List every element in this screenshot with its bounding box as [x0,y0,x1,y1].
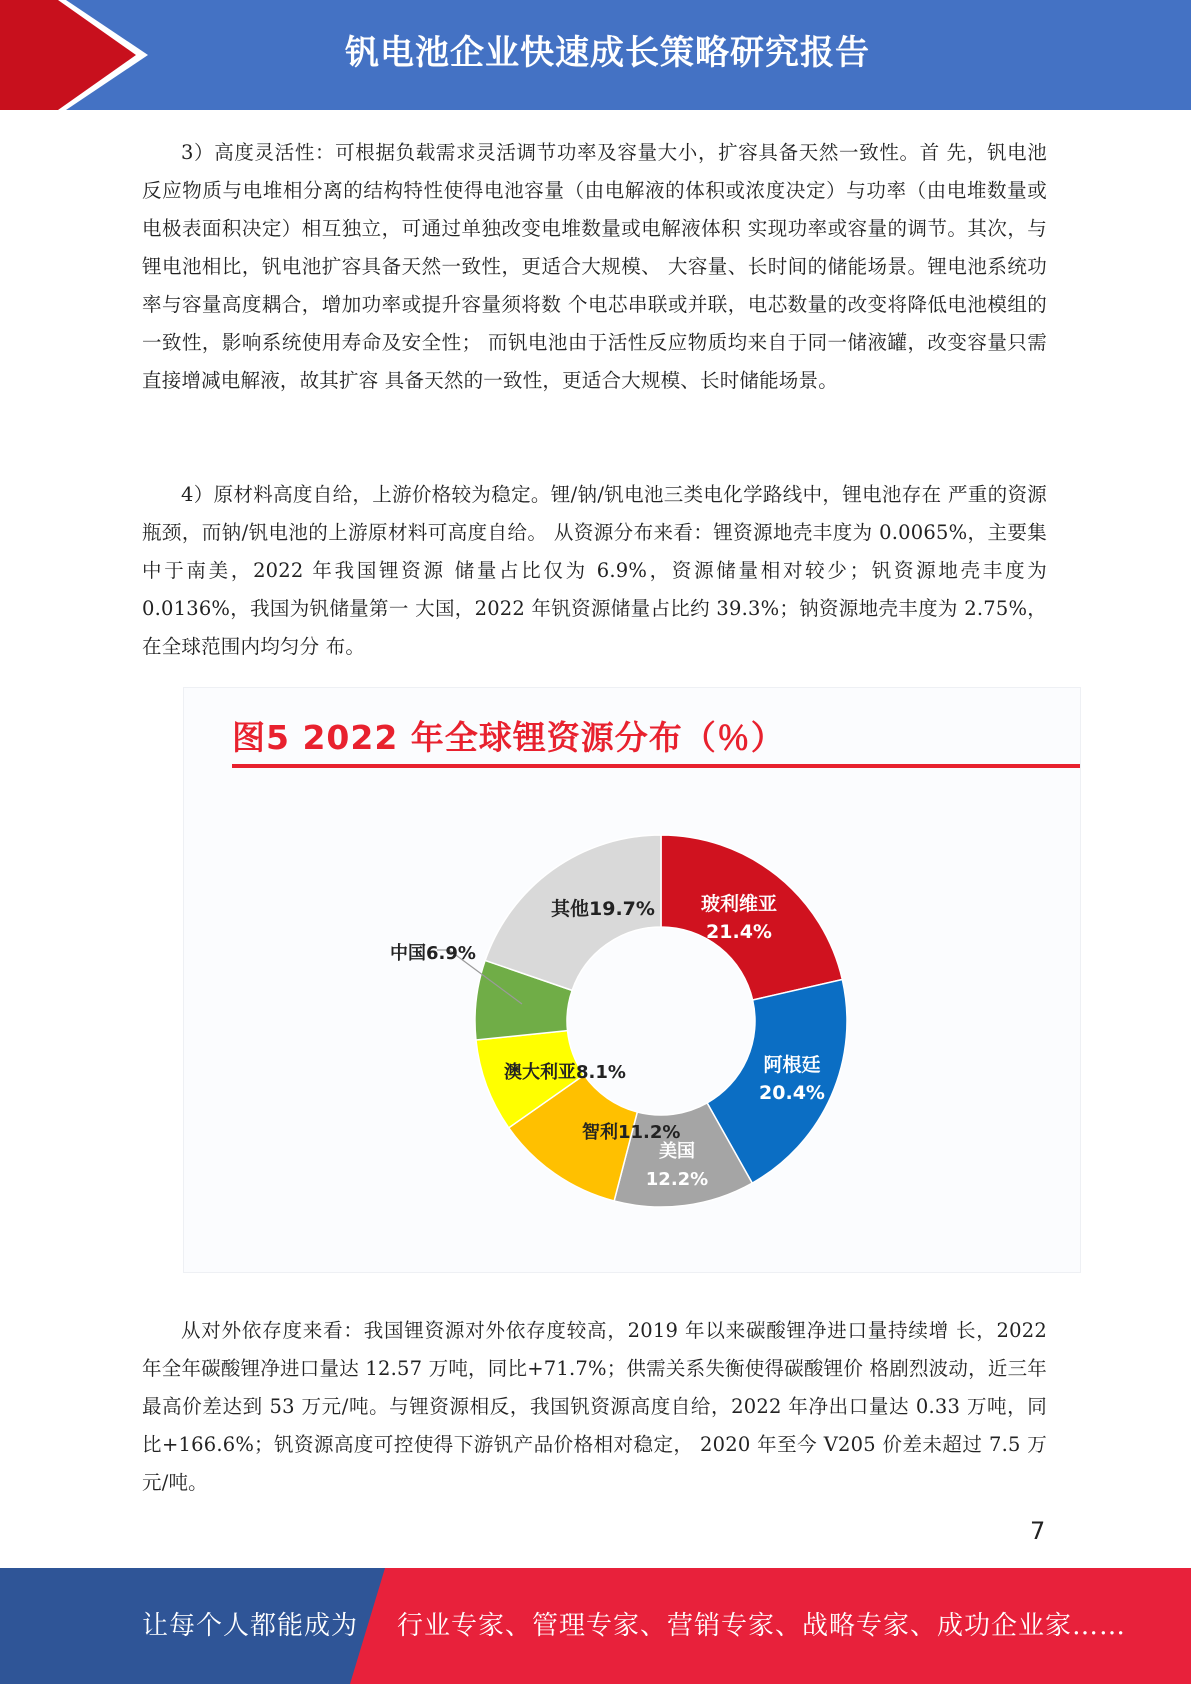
slice-usa-label-name: 美国 [659,1141,695,1162]
paragraph-raw-materials: 4）原材料高度自给，上游价格较为稳定。锂/钠/钒电池三类电化学路线中，锂电池存在 严重的资源瓶颈，而钠/钒电池的上游原材料可高度自给。 从资源分布来看：锂资源地壳丰度为 0.0065%，主要集中于南美，2022 年我国锂资源 储量占比仅为 6.9%，资源储量相对较少；钒资源地壳丰度为 0.0136%，我国为钒储量第一 大国，2022 年钒资源储量占比约 39.3%；钠资源地壳丰度为 2.75%，在全球范围内均匀分 布。 [142,483,1047,658]
chart-title: 图5 2022 年全球锂资源分布（％） [232,718,785,757]
slice-bolivia-label-value: 21.4% [706,921,772,943]
report-title: 钒电池企业快速成长策略研究报告 [345,33,870,73]
slice-chile-label: 智利11.2% [582,1122,681,1143]
paragraph-flexibility: 3）高度灵活性：可根据负载需求灵活调节功率及容量大小，扩容具备天然一致性。首 先，钒电池反应物质与电堆相分离的结构特性使得电池容量（由电解液的体积或浓度决定）与功率（由电堆数量或电极表面积决定）相互独立，可通过单独改变电堆数量或电解液体积 实现功率或容量的调节。其次，与锂电池相比，钒电池扩容具备天然一致性，更适合大规模、 大容量、长时间的储能场景。锂电池系统功率与容量高度耦合，增加功率或提升容量须将数 个电芯串联或并联，电芯数量的改变将降低电池模组的一致性，影响系统使用寿命及安全性； 而钒电池由于活性反应物质均来自于同一储液罐，改变容量只需直接增减电解液，故其扩容 具备天然的一致性，更适合大规模、长时储能场景。 [142,141,1047,392]
figure-lithium-distribution [183,687,1081,1273]
slice-australia-label: 澳大利亚8.1% [504,1062,626,1083]
slice-usa-label-value: 12.2% [645,1169,709,1190]
slice-bolivia [661,835,842,1000]
page-number: 7 [1030,1517,1046,1545]
footer-slogan-right: 行业专家、管理专家、营销专家、战略专家、成功企业家…… [397,1611,1127,1641]
slice-china-label: 中国6.9% [390,943,476,964]
slice-other-label: 其他19.7% [551,898,655,920]
slice-argentina-label-value: 20.4% [759,1082,825,1104]
slice-bolivia-label-name: 玻利维亚 [700,893,778,915]
donut-chart [184,688,1082,1274]
slice-argentina-label-name: 阿根廷 [763,1054,821,1076]
page-header [0,0,1191,110]
page-footer [0,1568,1191,1684]
paragraph-dependence: 从对外依存度来看：我国锂资源对外依存度较高，2019 年以来碳酸锂净进口量持续增 长，2022 年全年碳酸锂净进口量达 12.57 万吨，同比+71.7%；供需关系失衡使得碳酸锂价 格剧烈波动，近三年最高价差达到 53 万元/吨。与锂资源相反，我国钒资源高度自给，2022 年净出口量达 0.33 万吨，同比+166.6%；钒资源高度可控使得下游钒产品价格相对稳定， 2020 年至今 V205 价差未超过 7.5 万元/吨。 [142,1319,1047,1494]
footer-slogan-left: 让每个人都能成为 [142,1611,359,1641]
